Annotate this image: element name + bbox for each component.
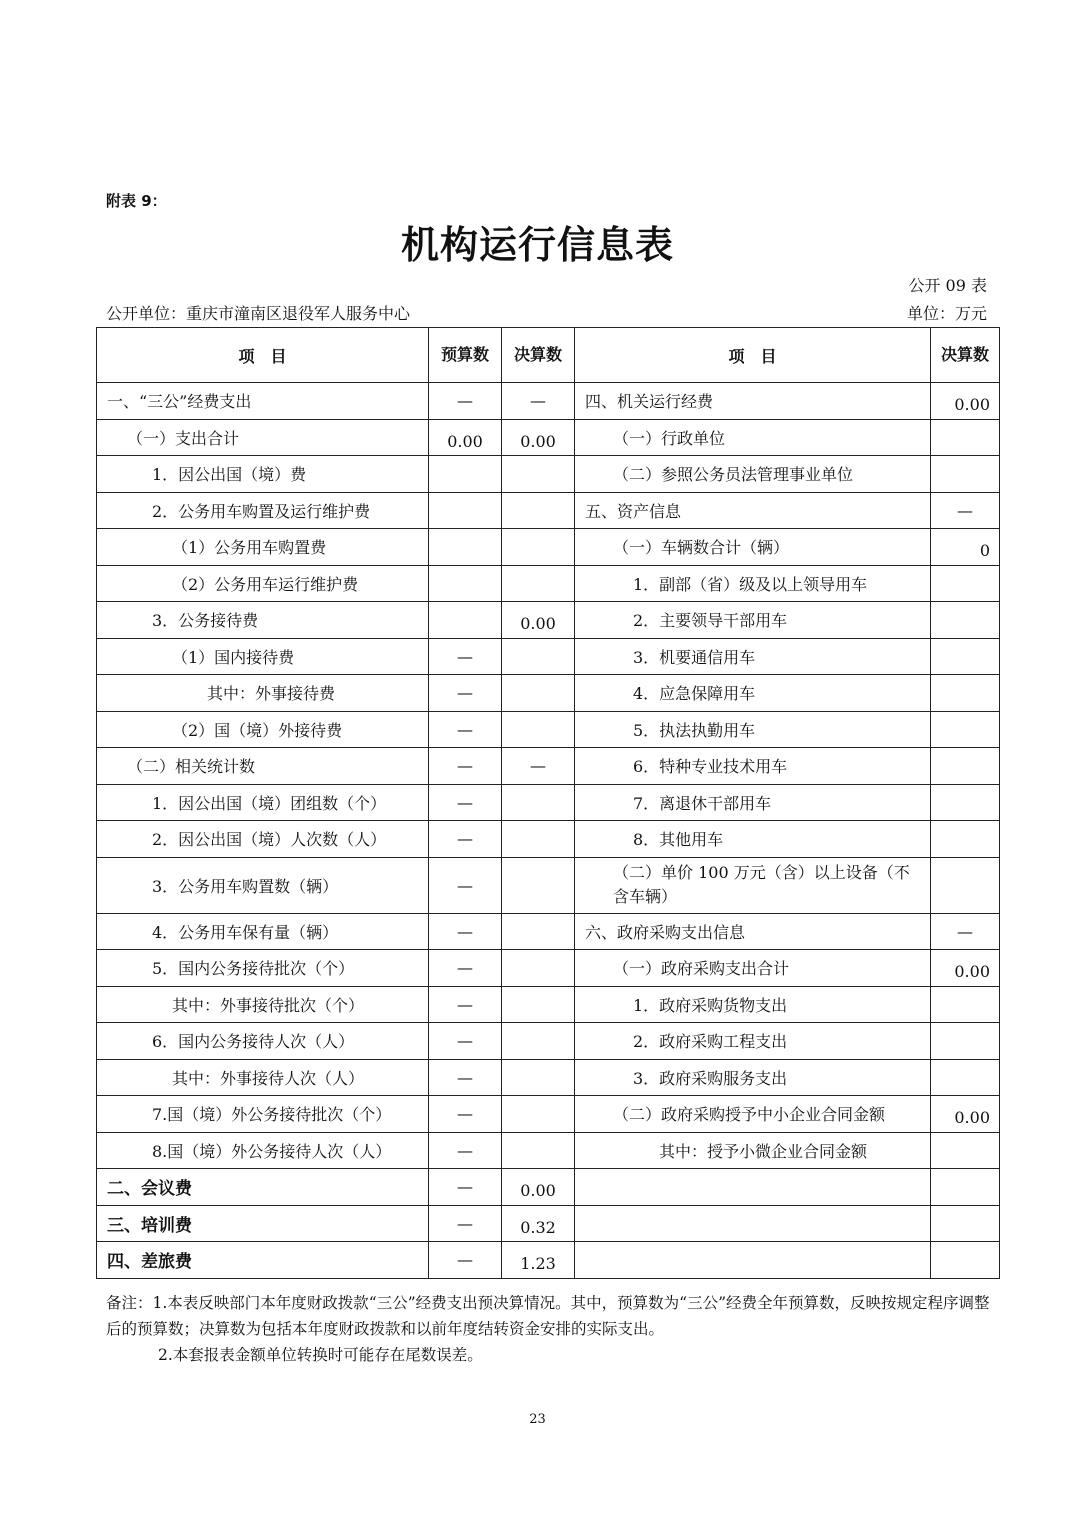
row-actual-right-value (931, 1205, 1000, 1242)
row-actual-right-value (931, 748, 1000, 785)
row-item-right: 1．副部（省）级及以上领导用车 (575, 565, 931, 602)
row-item-left: 1．因公出国（境）团组数（个） (97, 784, 429, 821)
header-actual-right: 决算数 (931, 328, 1000, 383)
table-row (97, 913, 1000, 950)
row-actual-right-value (931, 857, 1000, 913)
table-row (97, 383, 1000, 420)
table-row (97, 1059, 1000, 1096)
table-row (97, 1242, 1000, 1279)
note-2: 2.本套报表金额单位转换时可能存在尾数误差。 (158, 1346, 483, 1364)
cell-value: 0.00 (520, 1181, 556, 1201)
table-row (97, 1169, 1000, 1206)
table-row (97, 857, 1000, 913)
row-actual-value (502, 1059, 575, 1096)
row-actual-value: — (502, 748, 575, 785)
table-row (97, 419, 1000, 456)
page-number: 23 (529, 1412, 546, 1427)
row-actual-value (502, 565, 575, 602)
row-item-right: 5．执法执勤用车 (575, 711, 931, 748)
row-item-right: 2．主要领导干部用车 (575, 602, 931, 639)
row-item-right: （一）行政单位 (575, 419, 931, 456)
row-actual-value (502, 456, 575, 493)
row-item-left: 二、会议费 (97, 1169, 429, 1206)
row-actual-value (502, 1205, 575, 1242)
row-item-left: 4．公务用车保有量（辆） (97, 913, 429, 950)
row-item-left: 1．因公出国（境）费 (97, 456, 429, 493)
notes (106, 1290, 996, 1368)
row-actual-value (502, 492, 575, 529)
row-item-right: （二）政府采购授予中小企业合同金额 (575, 1096, 931, 1133)
row-actual-right-value (931, 383, 1000, 420)
table-row (97, 1096, 1000, 1133)
row-actual-value (502, 419, 575, 456)
row-item-left: （1）公务用车购置费 (97, 529, 429, 566)
row-actual-value (502, 1132, 575, 1169)
row-item-right: 四、机关运行经费 (575, 383, 931, 420)
row-item-right: 7．离退休干部用车 (575, 784, 931, 821)
table-row (97, 1132, 1000, 1169)
row-item-right: （一）车辆数合计（辆） (575, 529, 931, 566)
row-budget-value: — (429, 711, 502, 748)
row-actual-right-value (931, 821, 1000, 858)
operation-info-table (96, 327, 1000, 1279)
row-item-right (575, 1242, 931, 1279)
cell-value: 0.00 (954, 1108, 990, 1128)
header-budget: 预算数 (429, 328, 502, 383)
row-item-left: 5．国内公务接待批次（个） (97, 950, 429, 987)
cell-value: 0.00 (520, 431, 556, 451)
row-item-right: 8．其他用车 (575, 821, 931, 858)
cell-value: 0.32 (520, 1217, 556, 1237)
row-actual-value (502, 1023, 575, 1060)
row-actual-right-value (931, 675, 1000, 712)
row-actual-value (502, 602, 575, 639)
row-actual-right-value (931, 456, 1000, 493)
table-row (97, 711, 1000, 748)
row-budget-value: — (429, 950, 502, 987)
row-budget-value: — (429, 1059, 502, 1096)
row-budget-value: — (429, 383, 502, 420)
money-unit: 单位：万元 (906, 304, 987, 323)
row-actual-value (502, 857, 575, 913)
row-budget-value (429, 529, 502, 566)
row-actual-value (502, 675, 575, 712)
appendix-label: 附表 9： (106, 192, 167, 210)
row-actual-value (502, 1096, 575, 1133)
row-item-left: 其中：外事接待费 (97, 675, 429, 712)
row-budget-value (429, 456, 502, 493)
row-item-left: （2）公务用车运行维护费 (97, 565, 429, 602)
row-actual-right-value (931, 986, 1000, 1023)
row-actual-right-value (931, 1242, 1000, 1279)
row-item-right: （一）政府采购支出合计 (575, 950, 931, 987)
row-actual-right-value (931, 1169, 1000, 1206)
cell-value: 0.00 (954, 395, 990, 415)
row-budget-value (429, 419, 502, 456)
header-item-right: 项 目 (575, 328, 931, 383)
row-budget-value: — (429, 1242, 502, 1279)
row-item-right: 6．特种专业技术用车 (575, 748, 931, 785)
row-actual-value: — (502, 383, 575, 420)
table-row (97, 529, 1000, 566)
row-actual-right-value (931, 565, 1000, 602)
row-actual-value (502, 950, 575, 987)
row-item-left: 8.国（境）外公务接待人次（人） (97, 1132, 429, 1169)
table-row (97, 602, 1000, 639)
row-actual-right-value (931, 529, 1000, 566)
row-item-right: 六、政府采购支出信息 (575, 913, 931, 950)
reporting-unit: 公开单位：重庆市潼南区退役军人服务中心 (106, 304, 411, 323)
row-actual-value (502, 711, 575, 748)
row-actual-value (502, 1242, 575, 1279)
table-row (97, 492, 1000, 529)
row-item-right: 3．政府采购服务支出 (575, 1059, 931, 1096)
table-row (97, 821, 1000, 858)
row-item-right: （二）参照公务员法管理事业单位 (575, 456, 931, 493)
row-budget-value: — (429, 857, 502, 913)
row-item-left: 2．公务用车购置及运行维护费 (97, 492, 429, 529)
row-item-left: 其中：外事接待人次（人） (97, 1059, 429, 1096)
row-item-left: （一）支出合计 (97, 419, 429, 456)
row-actual-value (502, 529, 575, 566)
row-actual-right-value (931, 950, 1000, 987)
row-budget-value (429, 602, 502, 639)
row-budget-value: — (429, 748, 502, 785)
row-budget-value: — (429, 1096, 502, 1133)
table-row (97, 1205, 1000, 1242)
header-item-left: 项 目 (97, 328, 429, 383)
row-actual-value (502, 913, 575, 950)
row-actual-value (502, 1169, 575, 1206)
cell-value: 0.00 (447, 431, 483, 451)
row-actual-right-value (931, 638, 1000, 675)
row-item-right: 五、资产信息 (575, 492, 931, 529)
row-item-left: （2）国（境）外接待费 (97, 711, 429, 748)
row-actual-right-value: — (931, 492, 1000, 529)
row-actual-right-value (931, 711, 1000, 748)
table-row (97, 565, 1000, 602)
row-budget-value: — (429, 638, 502, 675)
row-actual-value (502, 821, 575, 858)
row-budget-value: — (429, 1132, 502, 1169)
row-budget-value: — (429, 1205, 502, 1242)
row-item-right: 4．应急保障用车 (575, 675, 931, 712)
row-actual-value (502, 784, 575, 821)
table-row (97, 1023, 1000, 1060)
table-header-row (97, 328, 1000, 383)
row-budget-value (429, 492, 502, 529)
row-item-left: 其中：外事接待批次（个） (97, 986, 429, 1023)
table-row (97, 950, 1000, 987)
row-item-right (575, 1169, 931, 1206)
row-budget-value: — (429, 986, 502, 1023)
row-actual-right-value (931, 602, 1000, 639)
table-code: 公开 09 表 (908, 276, 987, 295)
row-item-right: （二）单价 100 万元（含）以上设备（不含车辆） (575, 857, 931, 913)
row-item-left: 三、培训费 (97, 1205, 429, 1242)
table-row (97, 456, 1000, 493)
row-item-left: 3．公务接待费 (97, 602, 429, 639)
cell-value: 0.00 (520, 614, 556, 634)
row-item-left: 3．公务用车购置数（辆） (97, 857, 429, 913)
table-row (97, 638, 1000, 675)
note-1: 备注：1.本表反映部门本年度财政拨款“三公”经费支出预决算情况。其中，预算数为“三公”经费全年预算数，反映按规定程序调整后的预算数；决算数为包括本年度财政拨款和以前年度结转资金安排的实际支出。 (106, 1294, 990, 1338)
row-budget-value: — (429, 821, 502, 858)
row-item-left: 7.国（境）外公务接待批次（个） (97, 1096, 429, 1133)
table-row (97, 784, 1000, 821)
header-actual-left: 决算数 (502, 328, 575, 383)
row-actual-right-value (931, 419, 1000, 456)
row-item-left: 2．因公出国（境）人次数（人） (97, 821, 429, 858)
row-item-left: （二）相关统计数 (97, 748, 429, 785)
row-actual-value (502, 986, 575, 1023)
table-row (97, 748, 1000, 785)
row-actual-value (502, 638, 575, 675)
page-title: 机构运行信息表 (400, 223, 674, 267)
row-item-right: 3．机要通信用车 (575, 638, 931, 675)
row-item-left: （1）国内接待费 (97, 638, 429, 675)
row-item-right (575, 1205, 931, 1242)
row-actual-right-value (931, 784, 1000, 821)
row-budget-value: — (429, 675, 502, 712)
cell-value: 0 (979, 541, 990, 561)
table-row (97, 986, 1000, 1023)
row-budget-value: — (429, 1023, 502, 1060)
row-actual-right-value (931, 1132, 1000, 1169)
row-item-right: 2．政府采购工程支出 (575, 1023, 931, 1060)
row-actual-right-value (931, 1059, 1000, 1096)
row-item-right: 1．政府采购货物支出 (575, 986, 931, 1023)
row-budget-value: — (429, 784, 502, 821)
row-actual-right-value: — (931, 913, 1000, 950)
table-row (97, 675, 1000, 712)
row-item-left: 一、“三公”经费支出 (97, 383, 429, 420)
row-budget-value (429, 565, 502, 602)
cell-value: 1.23 (520, 1254, 556, 1274)
row-budget-value: — (429, 913, 502, 950)
row-item-left: 6．国内公务接待人次（人） (97, 1023, 429, 1060)
row-item-left: 四、差旅费 (97, 1242, 429, 1279)
row-item-right: 其中：授予小微企业合同金额 (575, 1132, 931, 1169)
cell-value: 0.00 (954, 962, 990, 982)
row-actual-right-value (931, 1023, 1000, 1060)
row-actual-right-value (931, 1096, 1000, 1133)
row-budget-value: — (429, 1169, 502, 1206)
